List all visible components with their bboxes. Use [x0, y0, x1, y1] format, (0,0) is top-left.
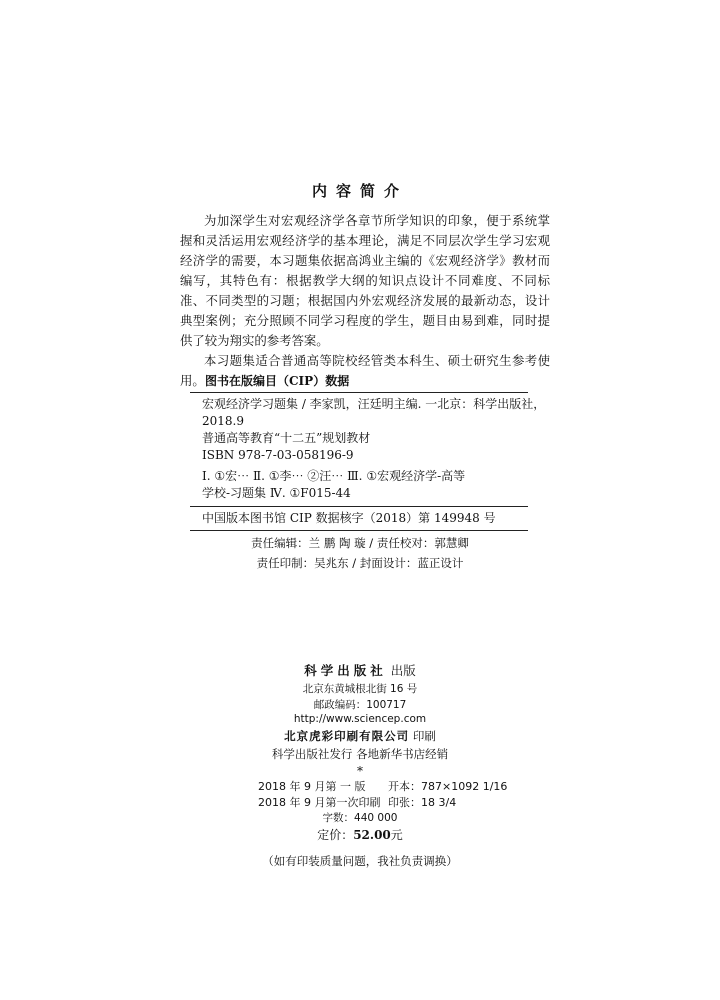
printing-info: 2018 年 9 月第一次印刷 [258, 796, 381, 809]
cip-isbn-line: ISBN 978-7-03-058196-9 [202, 448, 354, 462]
publisher-line [0, 661, 720, 679]
publisher-name: 科学出版社 [304, 663, 387, 678]
cip-classification-line-2: 学校-习题集 Ⅳ. ①F015-44 [202, 486, 351, 500]
quality-notice: （如有印装质量问题，我社负责调换） [262, 854, 458, 868]
cip-top-rule [190, 392, 528, 393]
production-credits: 责任印制：吴兆东 / 封面设计：蓝正设计 [256, 556, 464, 570]
spec-row-1 [258, 778, 508, 794]
page-title: 内容简介 [311, 182, 408, 200]
cip-series-line: 普通高等教育“十二五”规划教材 [202, 431, 371, 445]
cip-bibliographic-line: 宏观经济学习题集 / 李家凯，汪廷明主编. 一北京：科学出版社， [202, 397, 546, 411]
printer-line [0, 728, 720, 744]
publisher-address: 北京东黄城根北街 16 号 [302, 683, 418, 695]
cip-heading: 图书在版编目（CIP）数据 [205, 374, 350, 388]
publisher-website: http://www.sciencep.com [293, 713, 427, 725]
word-count: 字数：440 000 [322, 812, 398, 824]
cip-date-line: 2018.9 [202, 414, 244, 428]
price-unit: 元 [390, 828, 403, 842]
synopsis [180, 211, 550, 391]
distribution-line: 科学出版社发行 各地新华书店经销 [271, 747, 449, 761]
publisher-postcode: 邮政编码：100717 [313, 699, 407, 711]
separator-asterisk: * [357, 764, 363, 778]
synopsis-paragraph: 为加深学生对宏观经济学各章节所学知识的印象，便于系统掌握和灵活运用宏观经济学的基本理论，满足不同层次学生学习宏观经济学的需要，本习题集依据高鸿业主编的《宏观经济学》教材而编写，其特色有：根据教学大纲的知识点设计不同难度、不同标准、不同类型的习题；根据国内外宏观经济发展的最新动态，设计典型案例；充分照顾不同学习程度的学生，题目由易到难，同时提供了较为翔实的参考答案。 [180, 213, 550, 348]
price-label: 定价： [317, 828, 354, 842]
usage-paragraph: 本习题集适合普通高等院校经管类本科生、硕士研究生参考使用。 [180, 353, 550, 388]
cip-middle-rule [190, 506, 528, 507]
sheets-info: 印张：18 3/4 [388, 796, 457, 809]
cip-record-number: 中国版本图书馆 CIP 数据核字（2018）第 149948 号 [202, 511, 496, 525]
editor-credits: 责任编辑：兰 鹏 陶 璇 / 责任校对：郭慧卿 [251, 536, 469, 550]
printer-name: 北京虎彩印刷有限公司 [284, 729, 410, 743]
price-line [0, 826, 720, 843]
format-info: 开本：787×1092 1/16 [388, 780, 508, 793]
publisher-suffix: 出版 [390, 663, 416, 678]
price-value: 52.00 [353, 828, 391, 842]
cip-bottom-rule [190, 530, 528, 531]
edition-info: 2018 年 9 月第 一 版 [258, 780, 366, 793]
printer-suffix: 印刷 [412, 729, 436, 743]
spec-row-2 [258, 794, 457, 810]
cip-classification-line: Ⅰ. ①宏⋯ Ⅱ. ①李⋯ ②汪⋯ Ⅲ. ①宏观经济学-高等 [202, 469, 466, 483]
